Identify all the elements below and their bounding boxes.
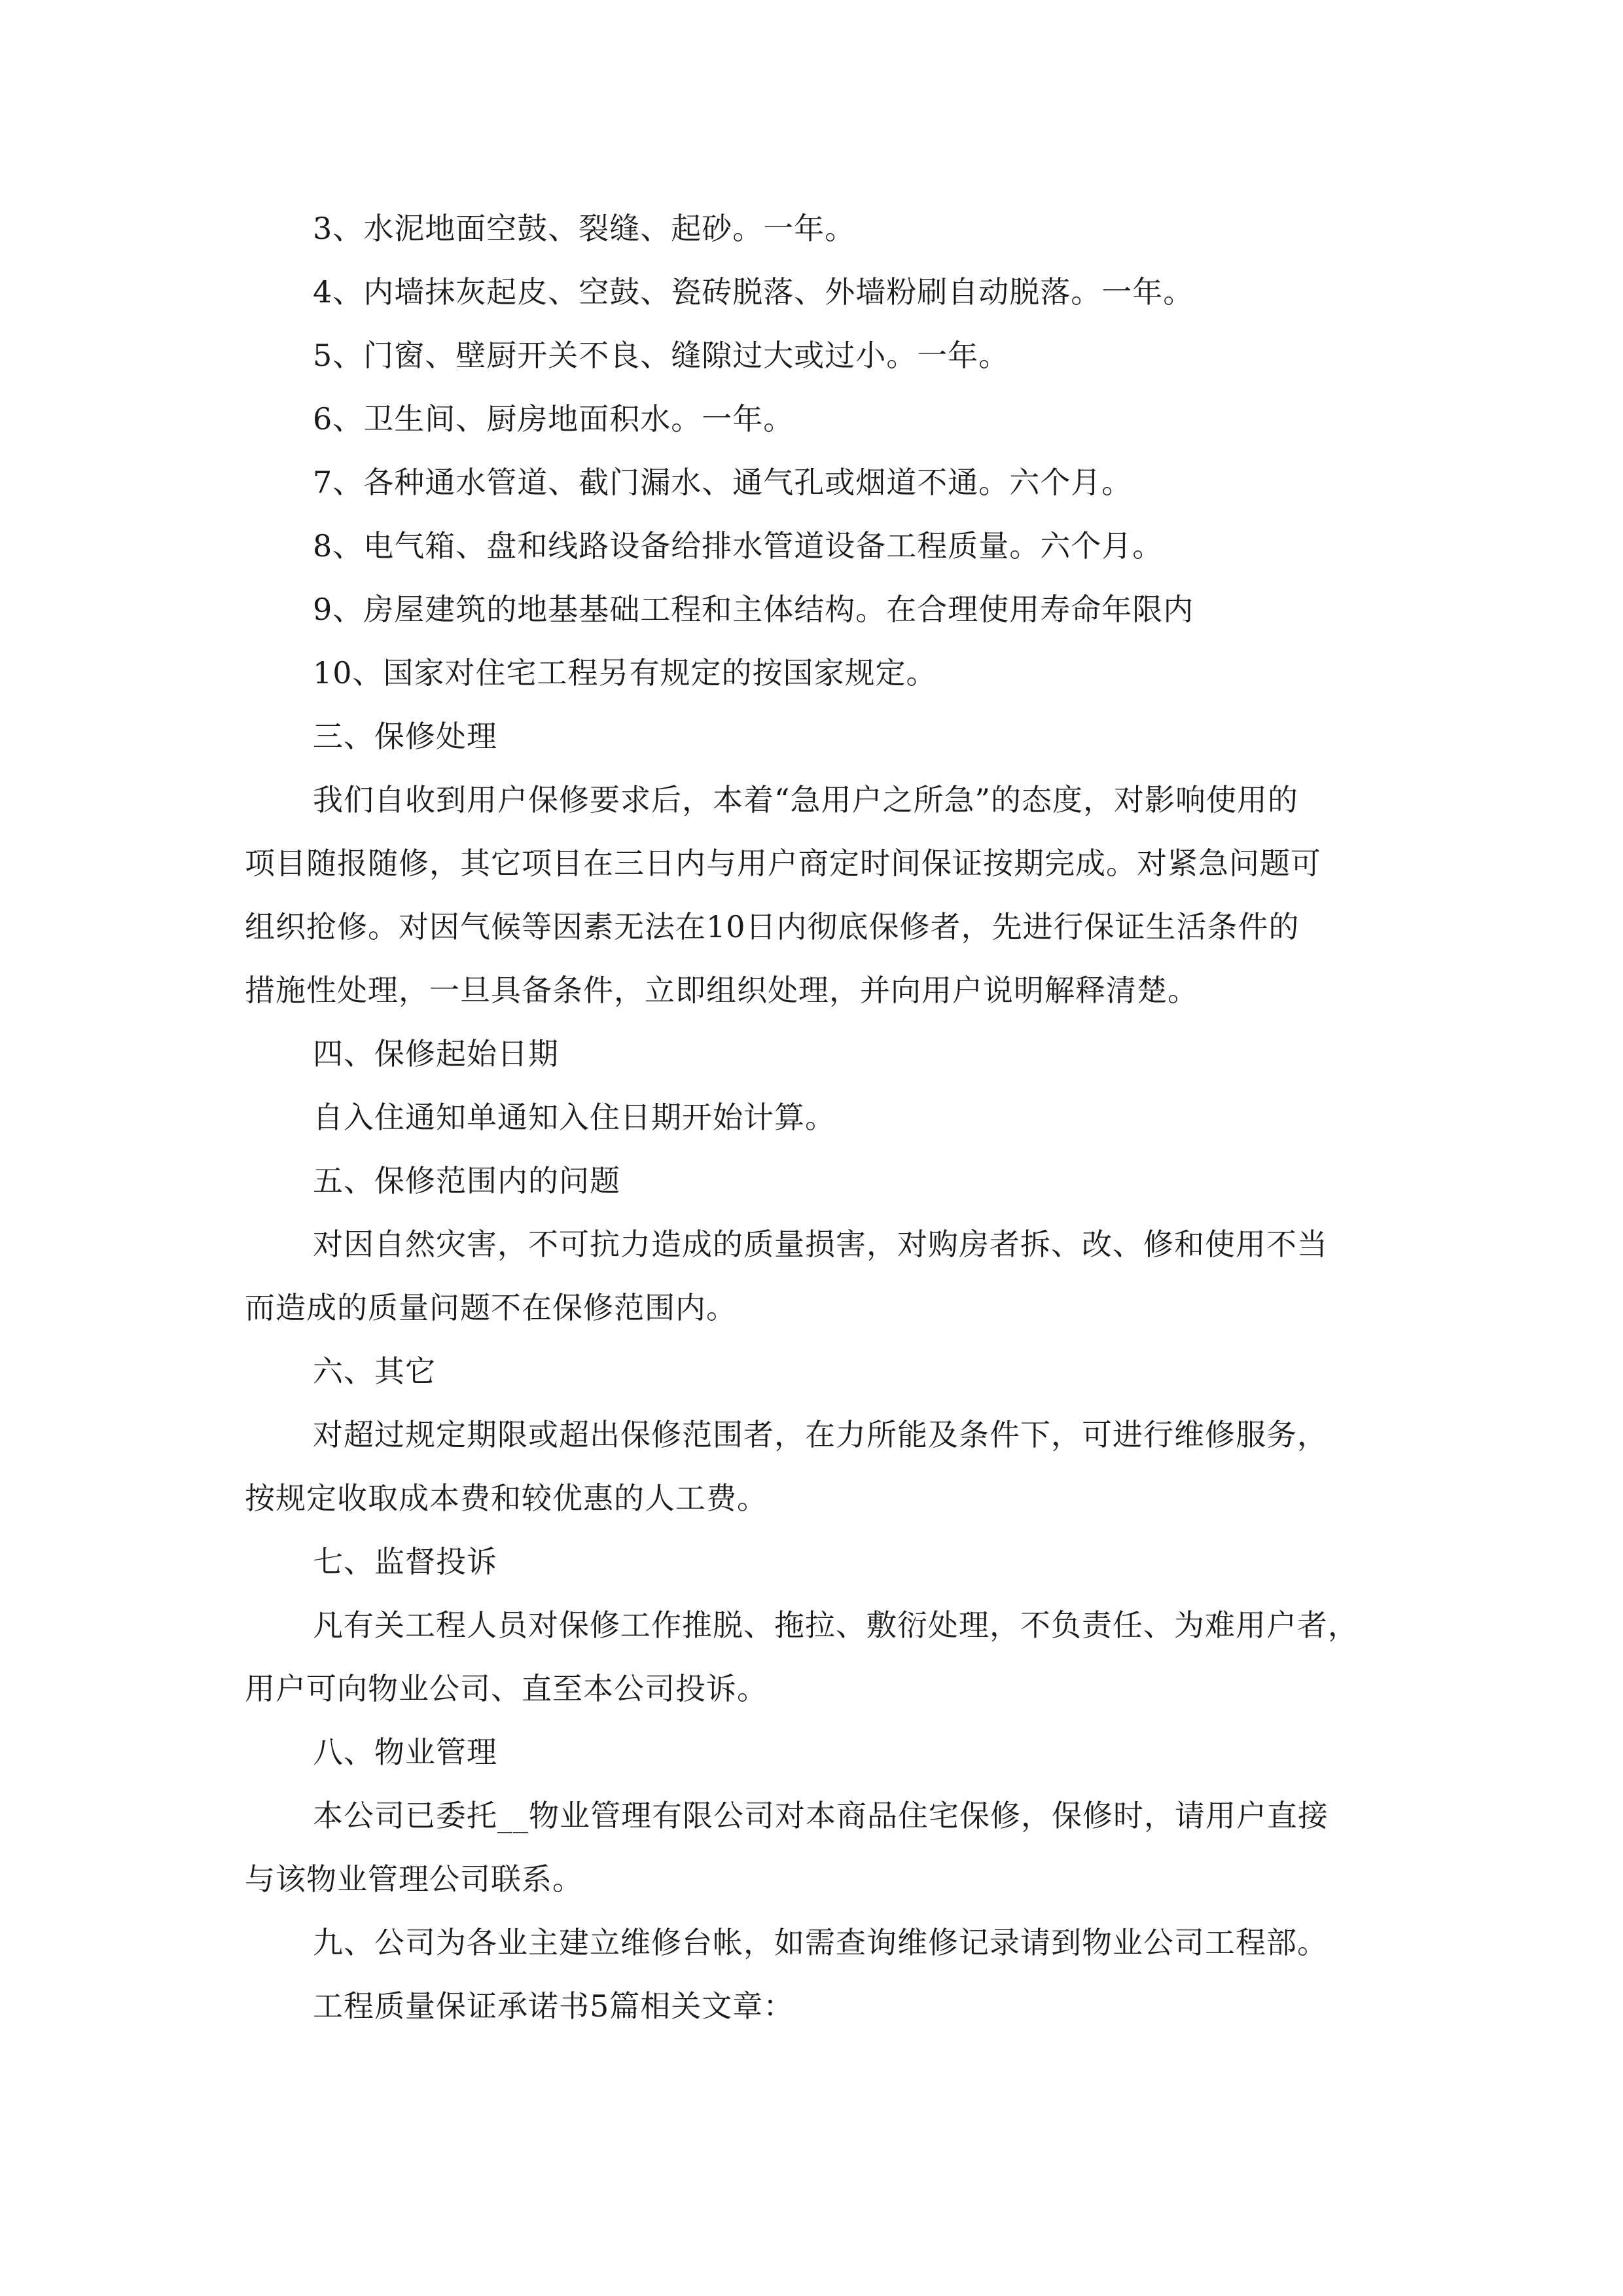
section-heading-property-management: 八、物业管理 bbox=[313, 1734, 497, 1770]
paragraph-line: 按规定收取成本费和较优惠的人工费。 bbox=[245, 1480, 768, 1516]
paragraph-line: 措施性处理，一旦具备条件，立即组织处理，并向用户说明解释清楚。 bbox=[245, 973, 1198, 1008]
paragraph-line: 我们自收到用户保修要求后，本着“急用户之所急”的态度，对影响使用的 bbox=[313, 782, 1299, 817]
section-heading-start-date: 四、保修起始日期 bbox=[313, 1036, 559, 1071]
paragraph-line: 而造成的质量问题不在保修范围内。 bbox=[245, 1290, 737, 1325]
paragraph-line: 组织抢修。对因气候等因素无法在10日内彻底保修者，先进行保证生活条件的 bbox=[245, 909, 1300, 944]
paragraph-line: 用户可向物业公司、直至本公司投诉。 bbox=[245, 1671, 768, 1706]
paragraph-line: 项目随报随修，其它项目在三日内与用户商定时间保证按期完成。对紧急问题可 bbox=[245, 846, 1321, 881]
paragraph-line: 本公司已委托__物业管理有限公司对本商品住宅保修，保修时，请用户直接 bbox=[313, 1798, 1329, 1833]
paragraph-line: 对超过规定期限或超出保修范围者，在力所能及条件下，可进行维修服务， bbox=[313, 1417, 1328, 1452]
list-item: 9、房屋建筑的地基基础工程和主体结构。在合理使用寿命年限内 bbox=[313, 592, 1194, 627]
section-heading-other: 六、其它 bbox=[313, 1354, 436, 1389]
list-item: 8、电气箱、盘和线路设备给排水管道设备工程质量。六个月。 bbox=[313, 528, 1164, 564]
list-item: 3、水泥地面空鼓、裂缝、起砂。一年。 bbox=[313, 211, 856, 246]
paragraph-line: 凡有关工程人员对保修工作推脱、拖拉、敷衍处理，不负责任、为难用户者， bbox=[313, 1607, 1359, 1643]
section-heading-repair-handling: 三、保修处理 bbox=[313, 719, 497, 754]
section-heading-supervision: 七、监督投诉 bbox=[313, 1544, 497, 1579]
list-item: 6、卫生间、厨房地面积水。一年。 bbox=[313, 401, 794, 437]
paragraph-line: 对因自然灾害，不可抗力造成的质量损害，对购房者拆、改、修和使用不当 bbox=[313, 1227, 1328, 1262]
list-item: 7、各种通水管道、截门漏水、通气孔或烟道不通。六个月。 bbox=[313, 465, 1133, 500]
list-item: 10、国家对住宅工程另有规定的按国家规定。 bbox=[313, 655, 937, 691]
list-item: 5、门窗、壁厨开关不良、缝隙过大或过小。一年。 bbox=[313, 338, 1010, 373]
paragraph-line: 与该物业管理公司联系。 bbox=[245, 1861, 583, 1897]
section-heading-scope: 五、保修范围内的问题 bbox=[313, 1163, 620, 1198]
section-heading-maintenance-ledger: 九、公司为各业主建立维修台帐，如需查询维修记录请到物业公司工程部。 bbox=[313, 1925, 1328, 1960]
list-item: 4、内墙抹灰起皮、空鼓、瓷砖脱落、外墙粉刷自动脱落。一年。 bbox=[313, 274, 1194, 310]
related-articles-label: 工程质量保证承诺书5篇相关文章： bbox=[313, 1988, 794, 2024]
paragraph-line: 自入住通知单通知入住日期开始计算。 bbox=[313, 1100, 836, 1135]
